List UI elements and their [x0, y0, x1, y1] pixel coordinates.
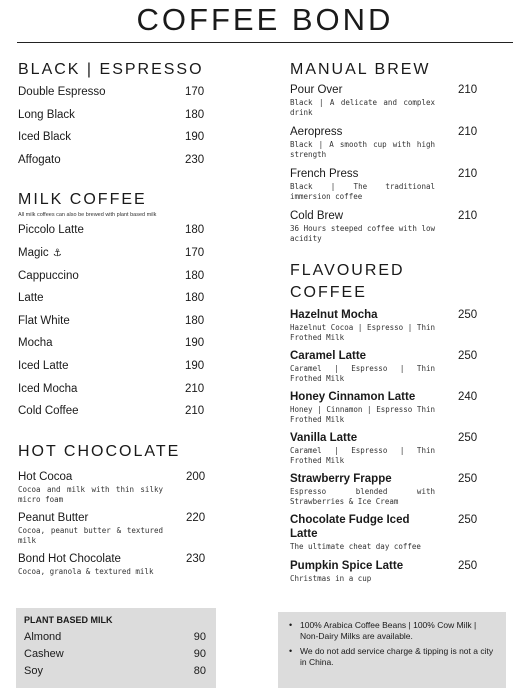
item-description: Espresso blended with Strawberries & Ice Cream — [290, 487, 435, 506]
milk-option — [24, 646, 208, 663]
item-price: 210 — [458, 84, 478, 96]
menu-item — [290, 431, 480, 472]
item-description: Black | A smooth cup with high strength — [290, 140, 435, 159]
section-heading: MANUAL BREW — [290, 61, 431, 78]
section-milk-coffee — [18, 190, 218, 426]
menu-item — [290, 472, 480, 513]
notes-box — [278, 612, 506, 688]
menu-item — [18, 223, 218, 246]
milk-price: 90 — [193, 648, 206, 660]
item-price: 210 — [185, 382, 205, 395]
menu-item — [18, 269, 218, 292]
item-price: 250 — [458, 432, 478, 444]
item-name: Cold Brew — [290, 210, 344, 222]
menu-item — [290, 167, 480, 209]
title-divider — [17, 42, 513, 43]
menu-item — [18, 314, 218, 337]
section-heading: BLACK | ESPRESSO — [18, 61, 204, 78]
item-name: Iced Mocha — [18, 382, 78, 395]
item-price: 180 — [185, 224, 205, 237]
section-heading: FLAVOURED — [290, 262, 405, 279]
item-price: 240 — [458, 391, 478, 403]
menu-item — [18, 130, 218, 153]
item-description: 36 Hours steeped coffee with low acidity — [290, 224, 435, 243]
item-price: 250 — [458, 350, 478, 362]
item-description: Black | A delicate and complex drink — [290, 98, 435, 117]
note-item: • We do not add service charge & tipping is not a city in China. — [288, 646, 496, 668]
item-price: 210 — [458, 126, 478, 138]
right-column — [290, 60, 480, 587]
item-price: 180 — [185, 314, 205, 327]
item-price: 180 — [185, 108, 205, 121]
menu-item — [18, 153, 218, 176]
menu-item — [290, 559, 480, 587]
menu-item — [18, 359, 218, 382]
item-name: Vanilla Latte — [290, 432, 358, 444]
item-price: 190 — [185, 359, 205, 372]
item-description: Honey | Cinnamon | Espresso Thin Frothed Milk — [290, 405, 435, 424]
left-column — [18, 60, 218, 580]
menu-item — [18, 336, 218, 359]
item-name: Latte — [18, 292, 44, 305]
menu-item — [18, 470, 218, 511]
menu-item — [290, 390, 480, 431]
section-hot-chocolate — [18, 442, 218, 580]
milk-price: 90 — [193, 631, 206, 643]
item-price: 170 — [185, 86, 205, 98]
menu-item — [290, 513, 480, 559]
item-price: 220 — [186, 511, 206, 524]
item-price: 250 — [458, 309, 478, 321]
item-name: Cappuccino — [18, 269, 79, 282]
item-price: 170 — [185, 246, 205, 259]
item-name: Hazelnut Mocha — [290, 309, 378, 321]
item-name: Aeropress — [290, 126, 343, 138]
item-name: Pour Over — [290, 84, 343, 96]
item-price: 190 — [185, 131, 205, 144]
item-price: 250 — [458, 560, 478, 572]
milk-name: Almond — [24, 631, 62, 643]
item-name: Long Black — [18, 108, 75, 121]
section-manual-brew — [290, 60, 480, 251]
menu-item — [290, 83, 480, 125]
item-description: Cocoa and milk with thin silky micro foam — [18, 484, 163, 504]
item-description: Caramel | Espresso | Thin Frothed Milk — [290, 446, 435, 465]
item-price: 210 — [458, 210, 478, 222]
item-name: Pumpkin Spice Latte — [290, 560, 404, 572]
menu-item — [18, 382, 218, 405]
item-name: Mocha — [18, 337, 53, 350]
section-heading: MILK COFFEE — [18, 191, 147, 209]
item-price: 180 — [185, 269, 205, 282]
milk-option — [24, 629, 208, 646]
section-flavoured-coffee — [290, 261, 480, 587]
milk-price: 80 — [193, 665, 206, 677]
item-name: Flat White — [18, 314, 70, 327]
item-price: 250 — [458, 473, 478, 485]
menu-item — [18, 246, 218, 269]
menu-title: COFFEE BOND — [136, 2, 394, 37]
menu-item — [18, 511, 218, 552]
menu-item — [290, 349, 480, 390]
item-name: Strawberry Frappe — [290, 473, 392, 485]
item-description: Caramel | Espresso | Thin Frothed Milk — [290, 364, 435, 383]
milk-name: Soy — [24, 665, 43, 677]
menu-item — [18, 404, 218, 427]
item-name: Chocolate Fudge Iced Latte — [290, 514, 410, 540]
item-description: The ultimate cheat day coffee — [290, 542, 421, 551]
item-price: 180 — [185, 292, 205, 305]
item-name: French Press — [290, 168, 359, 180]
menu-item — [18, 291, 218, 314]
menu-item — [18, 85, 218, 108]
item-name: Iced Latte — [18, 359, 69, 372]
item-name: Peanut Butter — [18, 511, 89, 524]
item-price: 190 — [185, 337, 205, 350]
item-price: 210 — [458, 168, 478, 180]
item-price: 230 — [185, 153, 205, 166]
menu-item — [18, 108, 218, 131]
section-heading: HOT CHOCOLATE — [18, 442, 181, 460]
menu-item — [18, 552, 218, 580]
item-name: Caramel Latte — [290, 350, 367, 362]
item-name: Bond Hot Chocolate — [18, 552, 121, 565]
item-name: Cold Coffee — [18, 405, 79, 418]
item-description: Black | The traditional immersion coffee — [290, 182, 435, 201]
menu-item — [290, 209, 480, 251]
item-description: Cocoa, peanut butter & textured milk — [18, 525, 163, 545]
anchor-icon: ⚓ — [52, 247, 62, 259]
notes-list — [288, 620, 496, 668]
item-name: Iced Black — [18, 131, 72, 144]
menu-item — [290, 308, 480, 349]
item-name — [18, 246, 62, 261]
item-price: 210 — [185, 405, 205, 418]
plant-based-milk-heading: PLANT BASED MILK — [24, 615, 113, 625]
item-description: Christmas in a cup — [290, 574, 372, 583]
item-description: Cocoa, granola & textured milk — [18, 566, 154, 576]
milk-option — [24, 663, 208, 680]
section-heading-line2: COFFEE — [290, 284, 367, 301]
item-description: Hazelnut Cocoa | Espresso | Thin Frothed Milk — [290, 323, 435, 342]
item-name-text: Magic — [18, 246, 49, 259]
plant-based-milk-box — [16, 608, 216, 688]
item-price: 250 — [458, 514, 478, 526]
item-price: 200 — [186, 470, 206, 483]
section-note: All milk coffees can also be brewed with plant based milk — [18, 212, 157, 219]
item-name: Honey Cinnamon Latte — [290, 391, 416, 403]
item-name: Hot Cocoa — [18, 470, 73, 483]
note-item: • 100% Arabica Coffee Beans | 100% Cow Milk | Non-Dairy Milks are available. — [288, 620, 496, 642]
item-name: Affogato — [18, 153, 61, 166]
menu-item — [290, 125, 480, 167]
item-price: 230 — [186, 552, 206, 565]
section-black-espresso — [18, 60, 218, 175]
item-name: Double Espresso — [18, 86, 106, 98]
item-name: Piccolo Latte — [18, 224, 84, 237]
milk-name: Cashew — [24, 648, 64, 660]
